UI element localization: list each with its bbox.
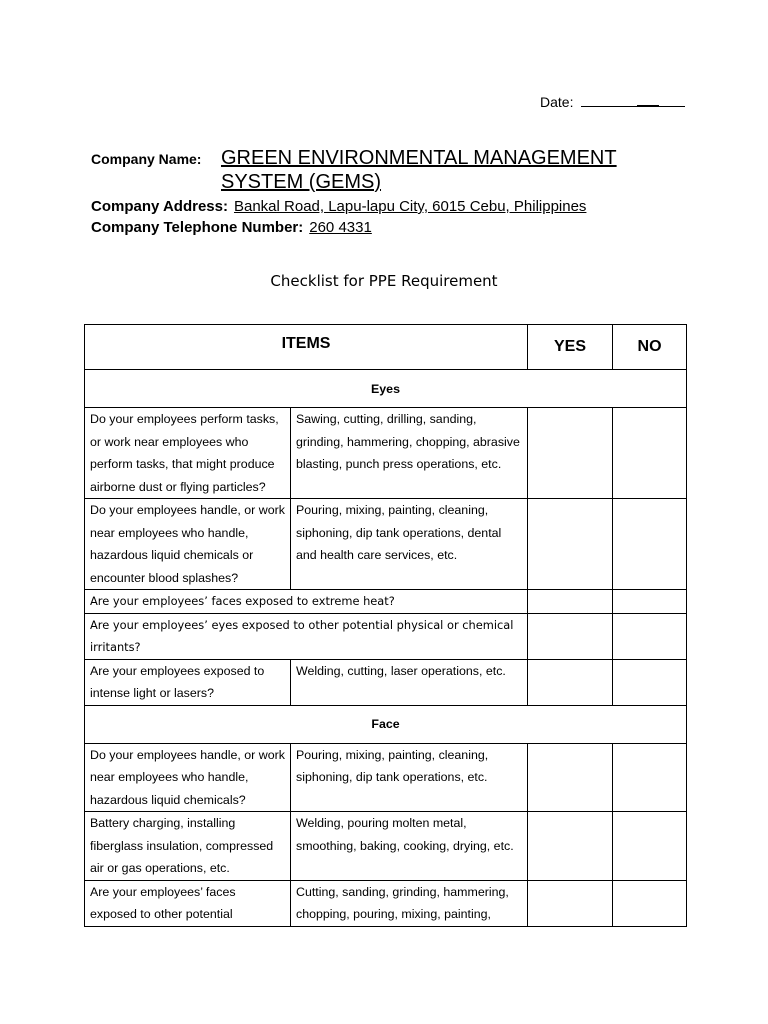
table-row xyxy=(85,812,687,881)
examples-cell: Pouring, mixing, painting, cleaning, siphoning, dip tank operations, dental and health care services, etc. xyxy=(291,499,528,590)
table-row xyxy=(85,880,687,926)
no-checkbox-cell[interactable] xyxy=(613,590,687,614)
company-phone-label: Company Telephone Number: xyxy=(91,219,304,236)
examples-cell: Sawing, cutting, drilling, sanding, grinding, hammering, chopping, abrasive blasting, punch press operations, etc. xyxy=(291,408,528,499)
table-row xyxy=(85,590,687,614)
table-row xyxy=(85,499,687,590)
company-address-label: Company Address: xyxy=(91,198,228,215)
section-row-eyes xyxy=(85,370,687,408)
yes-checkbox-cell[interactable] xyxy=(528,659,613,705)
date-field xyxy=(540,92,685,110)
table-header-row xyxy=(85,325,687,370)
yes-checkbox-cell[interactable] xyxy=(528,812,613,881)
question-cell: Are your employees’ faces exposed to extreme heat? xyxy=(85,590,528,614)
yes-checkbox-cell[interactable] xyxy=(528,743,613,812)
date-label: Date: xyxy=(540,94,574,110)
section-title-eyes: Eyes xyxy=(85,370,687,408)
company-address: Bankal Road, Lapu-lapu City, 6015 Cebu, Philippines xyxy=(233,198,587,215)
question-cell: Do your employees perform tasks, or work near employees who perform tasks, that might produce airborne dust or flying particles? xyxy=(85,408,291,499)
question-cell: Do your employees handle, or work near employees who handle, hazardous liquid chemicals or encounter blood splashes? xyxy=(85,499,291,590)
yes-checkbox-cell[interactable] xyxy=(528,408,613,499)
examples-cell: Welding, cutting, laser operations, etc. xyxy=(291,659,528,705)
section-title-face: Face xyxy=(85,705,687,743)
no-checkbox-cell[interactable] xyxy=(613,659,687,705)
header-items: ITEMS xyxy=(85,325,528,370)
examples-cell: Welding, pouring molten metal, smoothing, baking, cooking, drying, etc. xyxy=(291,812,528,881)
no-checkbox-cell[interactable] xyxy=(613,743,687,812)
question-cell: Battery charging, installing fiberglass insulation, compressed air or gas operations, etc. xyxy=(85,812,291,881)
no-checkbox-cell[interactable] xyxy=(613,880,687,926)
header-no: NO xyxy=(613,325,687,370)
company-address-row xyxy=(91,198,586,215)
no-checkbox-cell[interactable] xyxy=(613,408,687,499)
table-row xyxy=(85,659,687,705)
company-name-line-2: SYSTEM (GEMS) xyxy=(221,171,382,193)
question-cell: Are your employees exposed to intense light or lasers? xyxy=(85,659,291,705)
question-cell: Are your employees’ faces exposed to other potential xyxy=(85,880,291,926)
no-checkbox-cell[interactable] xyxy=(613,613,687,659)
no-checkbox-cell[interactable] xyxy=(613,812,687,881)
yes-checkbox-cell[interactable] xyxy=(528,613,613,659)
yes-checkbox-cell[interactable] xyxy=(528,880,613,926)
section-row-face xyxy=(85,705,687,743)
question-cell: Are your employees’ eyes exposed to other potential physical or chemical irritants? xyxy=(85,613,528,659)
examples-cell: Pouring, mixing, painting, cleaning, siphoning, dip tank operations, etc. xyxy=(291,743,528,812)
table-row xyxy=(85,613,687,659)
company-name-label: Company Name: xyxy=(91,151,202,167)
document-title: Checklist for PPE Requirement xyxy=(270,272,498,290)
date-blank-line[interactable] xyxy=(581,92,685,107)
question-cell: Do your employees handle, or work near employees who handle, hazardous liquid chemicals? xyxy=(85,743,291,812)
header-yes: YES xyxy=(528,325,613,370)
ppe-checklist-table xyxy=(84,324,687,927)
no-checkbox-cell[interactable] xyxy=(613,499,687,590)
yes-checkbox-cell[interactable] xyxy=(528,499,613,590)
company-phone-row xyxy=(91,219,372,236)
table-row xyxy=(85,743,687,812)
examples-cell: Cutting, sanding, grinding, hammering, chopping, pouring, mixing, painting, xyxy=(291,880,528,926)
company-phone: 260 4331 xyxy=(309,219,372,236)
company-name-line-1: GREEN ENVIRONMENTAL MANAGEMENT xyxy=(221,147,617,169)
company-name xyxy=(221,146,641,194)
table-row xyxy=(85,408,687,499)
yes-checkbox-cell[interactable] xyxy=(528,590,613,614)
